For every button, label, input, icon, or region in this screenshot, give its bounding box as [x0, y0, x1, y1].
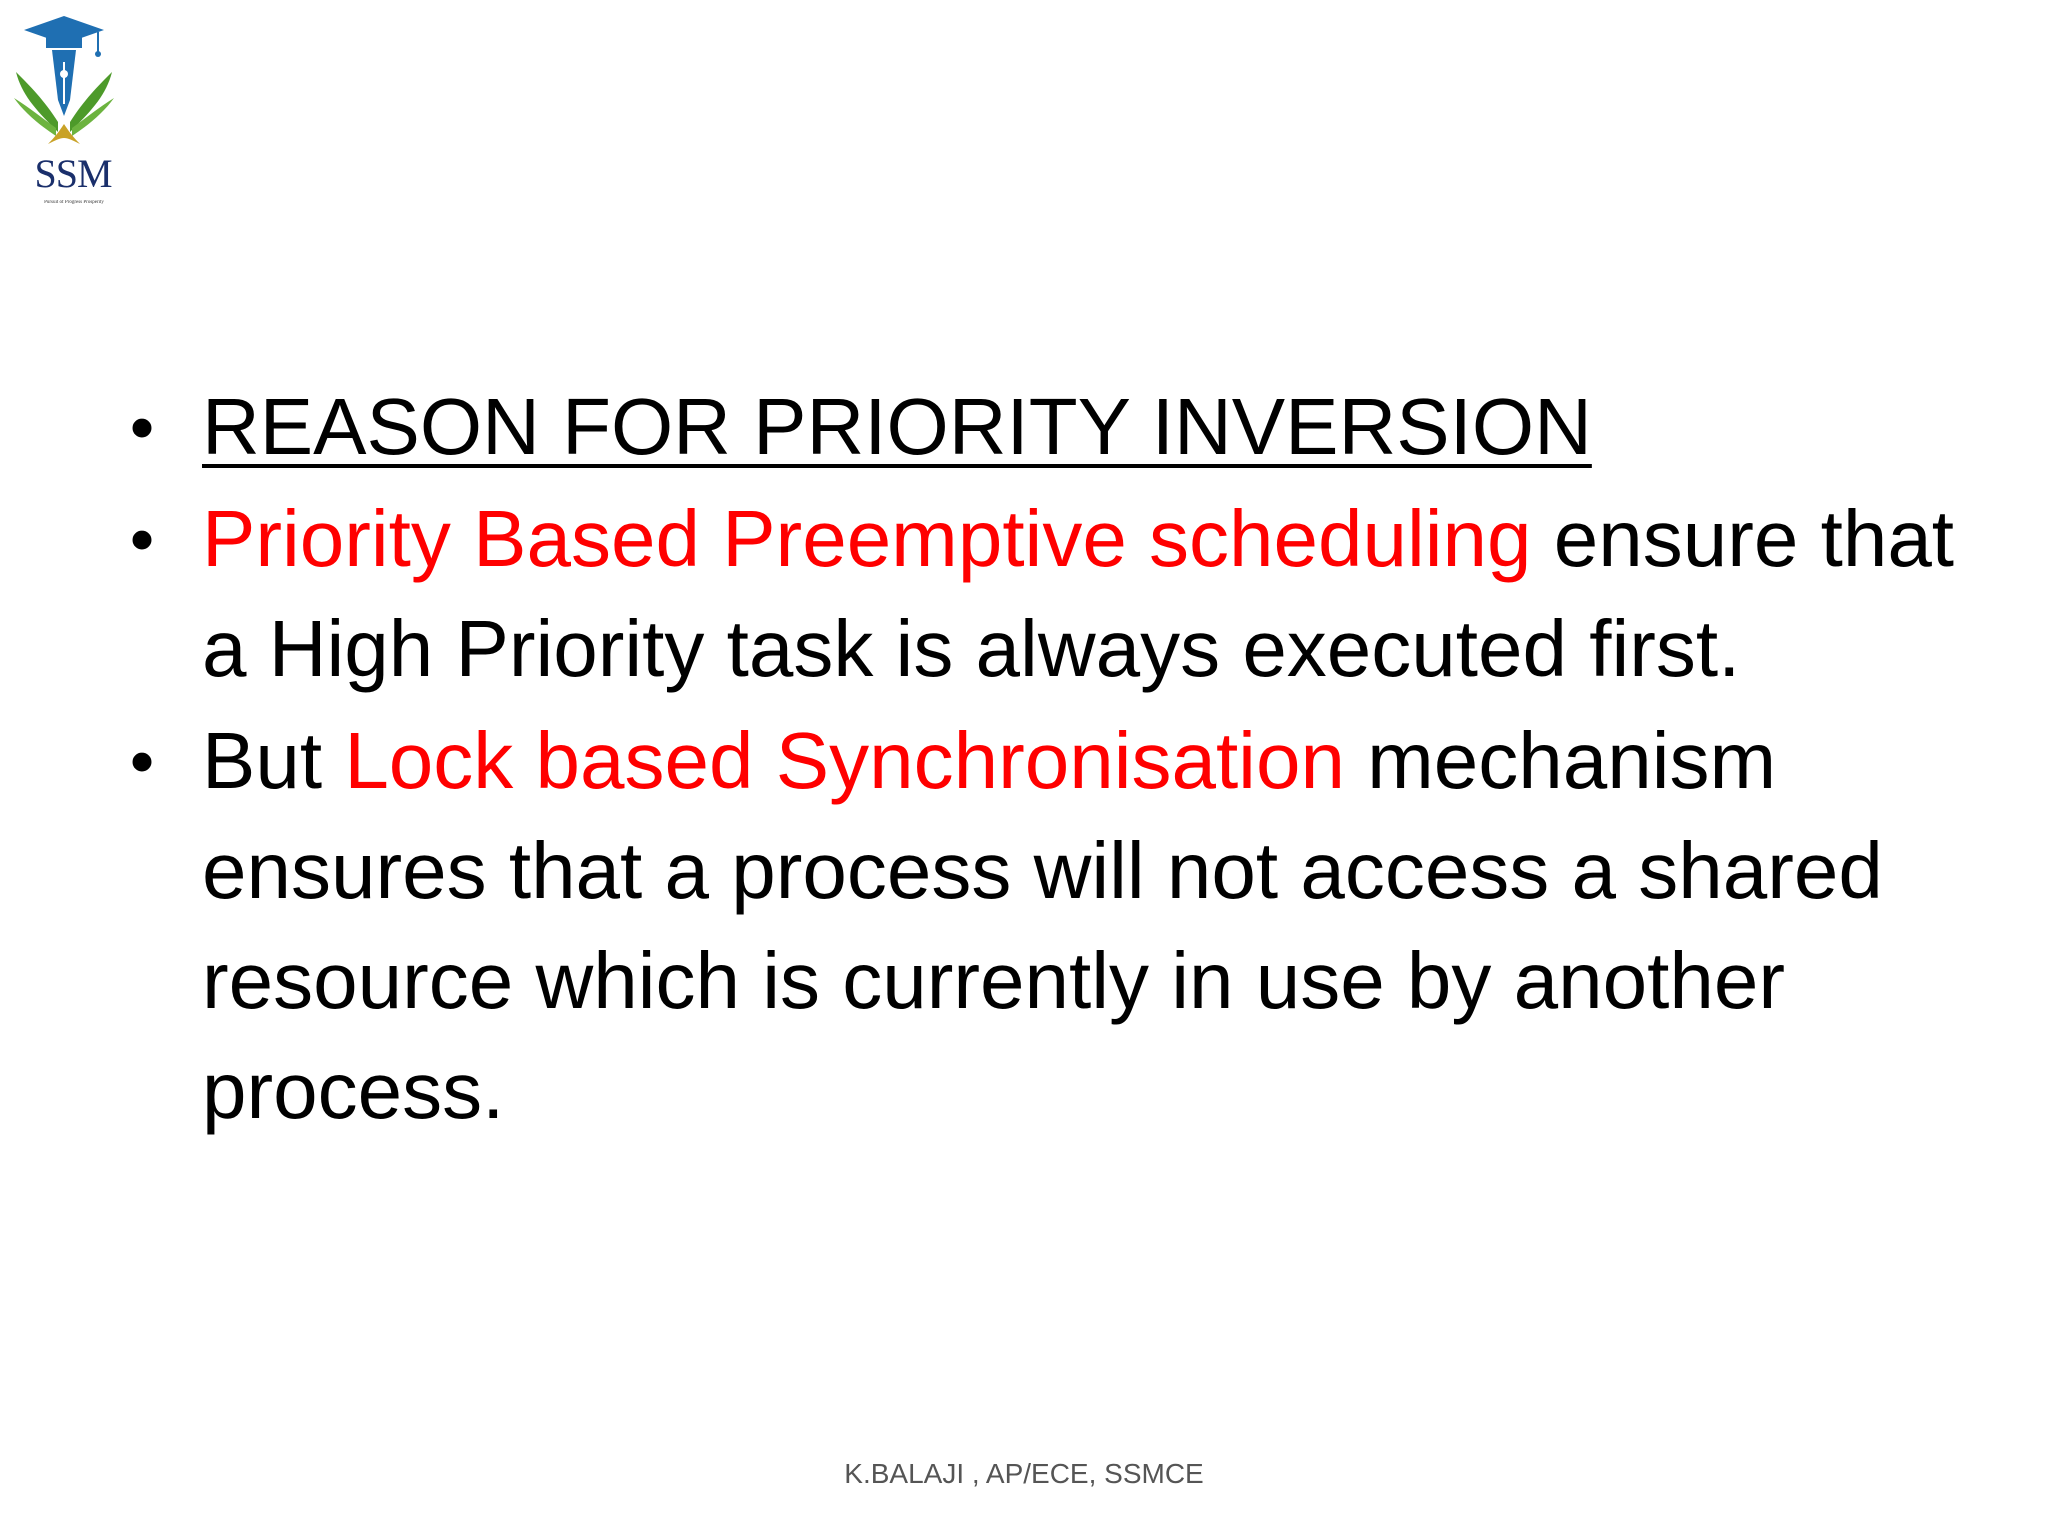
bullet-heading	[122, 372, 1982, 482]
graduation-cap-icon	[8, 12, 120, 152]
bullet-marker: •	[129, 500, 155, 578]
bullet-priority-text: ensure that a High Priority task is always executed first.	[202, 494, 1955, 693]
highlight-lock-sync: Lock based Synchronisation	[344, 716, 1345, 805]
slide-heading: REASON FOR PRIORITY INVERSION	[202, 382, 1592, 471]
logo-wordmark: SSM	[34, 151, 112, 196]
ssm-logo	[8, 12, 120, 208]
highlight-priority-scheduling: Priority Based Preemptive scheduling	[202, 494, 1532, 583]
bullet-lock-sync	[122, 706, 1982, 1146]
bullet-marker: •	[129, 722, 155, 800]
slide-footer: K.BALAJI , AP/ECE, SSMCE	[844, 1458, 1204, 1489]
bullet-list	[122, 372, 1982, 1148]
bullet-priority-scheduling	[122, 484, 1982, 704]
logo-tagline: Pursuit of Progress Prosperity	[44, 200, 104, 205]
bullet-marker: •	[129, 388, 155, 466]
bullet-lock-prefix: But	[202, 716, 345, 805]
bullet-lock-text: mechanism ensures that a process will not access a shared resource which is currently in use by another process.	[202, 716, 1883, 1135]
